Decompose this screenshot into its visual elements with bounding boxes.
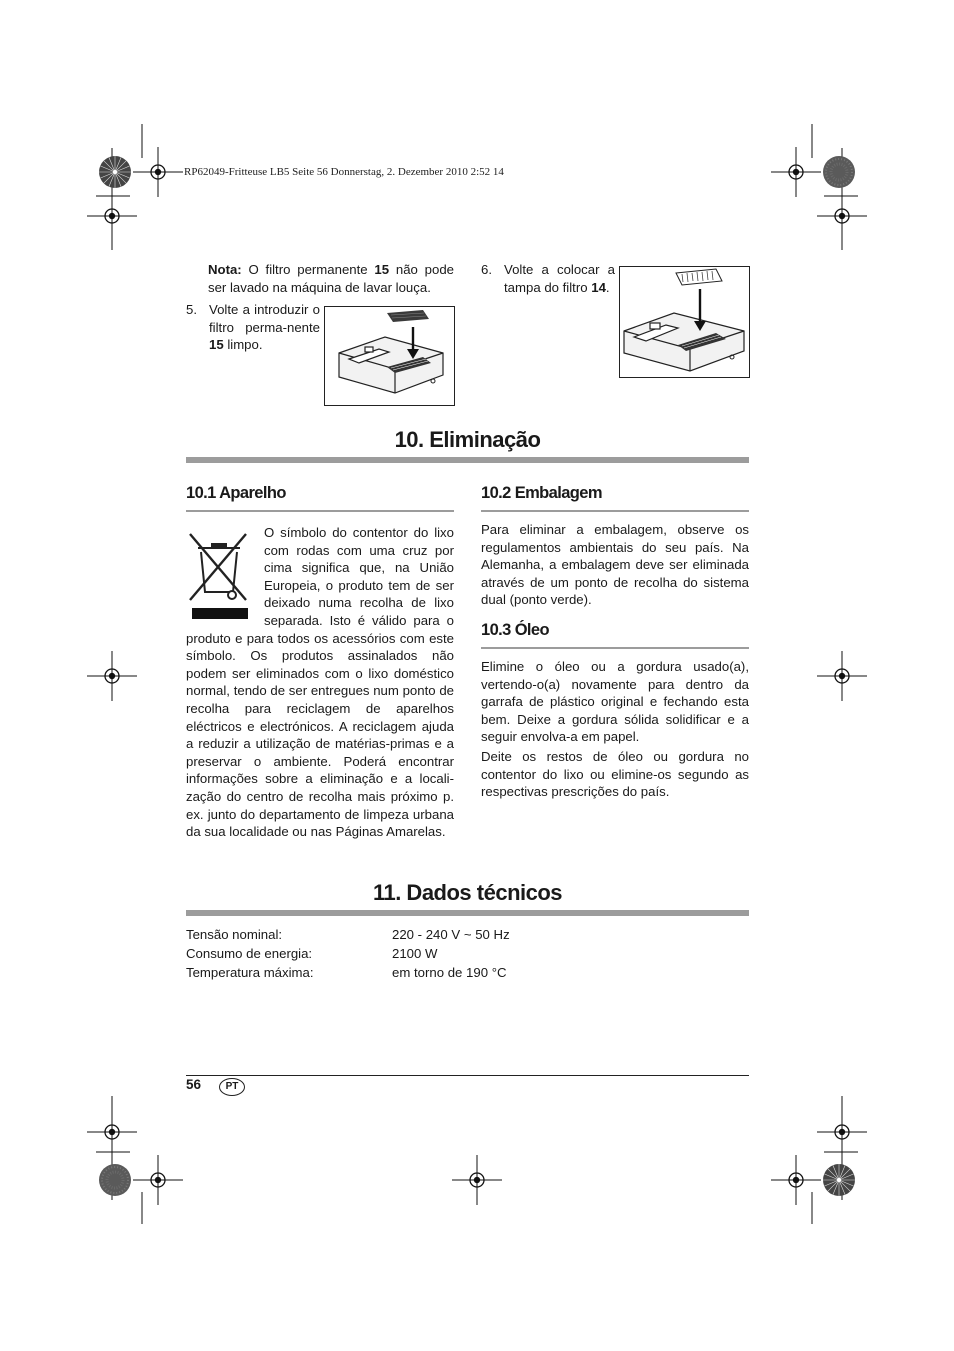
footer-rule [186,1075,749,1076]
subsection-10-2-rule [481,510,749,512]
spec-row-temperature [186,965,749,984]
step-6-number: 6. [481,262,492,277]
subsection-10-2-title: 10.2 Embalagem [481,484,602,502]
subsection-10-3-rule [481,647,749,649]
page-number: 56 [186,1077,202,1092]
filter-note [208,261,454,296]
language-badge: PT [219,1078,245,1096]
subsection-10-3-text-1: Elimine o óleo ou a gordura usado(a), vertendo-o(a) novamente para dentro da garrafa de plástico original e fechando esta bem. Deixe a gordura sólida solidificar e a seguir envolva-a em papel. [481,659,749,745]
section-11-title: 11. Dados técnicos [372,880,563,905]
step-5-text-after: limpo. [223,337,263,353]
step-5 [186,301,320,361]
spec-row-voltage [186,927,749,946]
spec-value: em torno de 190 °C [392,965,507,980]
subsection-10-1-text: O símbolo do contentor do lixo com rodas com uma cruz por cima significa que, na União Europeia, o produto tem de ser deixado numa recolha de lixo separada. Isto é válido para o produto e para todos os acessórios com este símbolo. Os produtos assinalados não podem ser eliminados com o lixo doméstico normal, tendo de ser entregues num ponto de recolha para reciclagem de aparelhos eléctricos e electrónicos. A reciclagem ajuda a reduzir a utilização de matérias-primas e a preservar o ambiente. Poderá encontrar informações sobre a eliminação e a locali-zação do centro de recolha mais próximo p. ex. junto do departamento de limpeza urbana da sua localidade ou nas Páginas Amarelas. [186,525,454,840]
step-6-ref: 14 [591,279,606,295]
subsection-10-3-text-2: Deite os restos de óleo ou gordura no contentor do lixo ou elimine-os segundo as respectivas prescrições do país. [481,749,749,800]
spec-value: 220 - 240 V ~ 50 Hz [392,927,510,942]
section-10-title: 10. Eliminação [394,427,541,452]
note-label: Nota: [208,262,242,277]
subsection-10-1-rule [186,510,454,512]
note-text-after: não pode ser lavado na máquina de lavar louça. [208,262,454,295]
note-ref: 15 [374,262,390,277]
figure-insert-filter [324,306,455,406]
step-6-text: Volte a colocar a tampa do filtro [504,262,615,295]
subsection-10-2-text: Para eliminar a embalagem, observe os regulamentos ambientais do seu país. Na Alemanha, a embalagem deve ser eliminada através de um ponto de recolha do sistema dual (ponto verde). [481,522,749,608]
figure-replace-filter-cover [619,266,750,378]
section-11-bar [186,910,749,916]
note-text-before: O filtro permanente [241,262,375,277]
step-6-text-after: . [605,279,610,295]
step-5-text: Volte a introduzir o filtro perma-nente [209,302,320,335]
subsection-10-3-title: 10.3 Óleo [481,621,549,639]
spec-value: 2100 W [392,946,438,961]
subsection-10-1-title: 10.1 Aparelho [186,484,286,502]
step-5-ref: 15 [209,337,224,353]
step-5-number: 5. [186,302,197,317]
step-6 [481,261,615,296]
spec-row-power [186,946,749,965]
spec-label: Consumo de energia: [186,946,313,961]
spec-label: Temperatura máxima: [186,965,314,980]
printer-info-line: RP62049-Fritteuse LB5 Seite 56 Donnerstag, 2. Dezember 2010 2:52 14 [184,166,504,178]
spec-label: Tensão nominal: [186,927,283,942]
section-10-bar [186,457,749,463]
